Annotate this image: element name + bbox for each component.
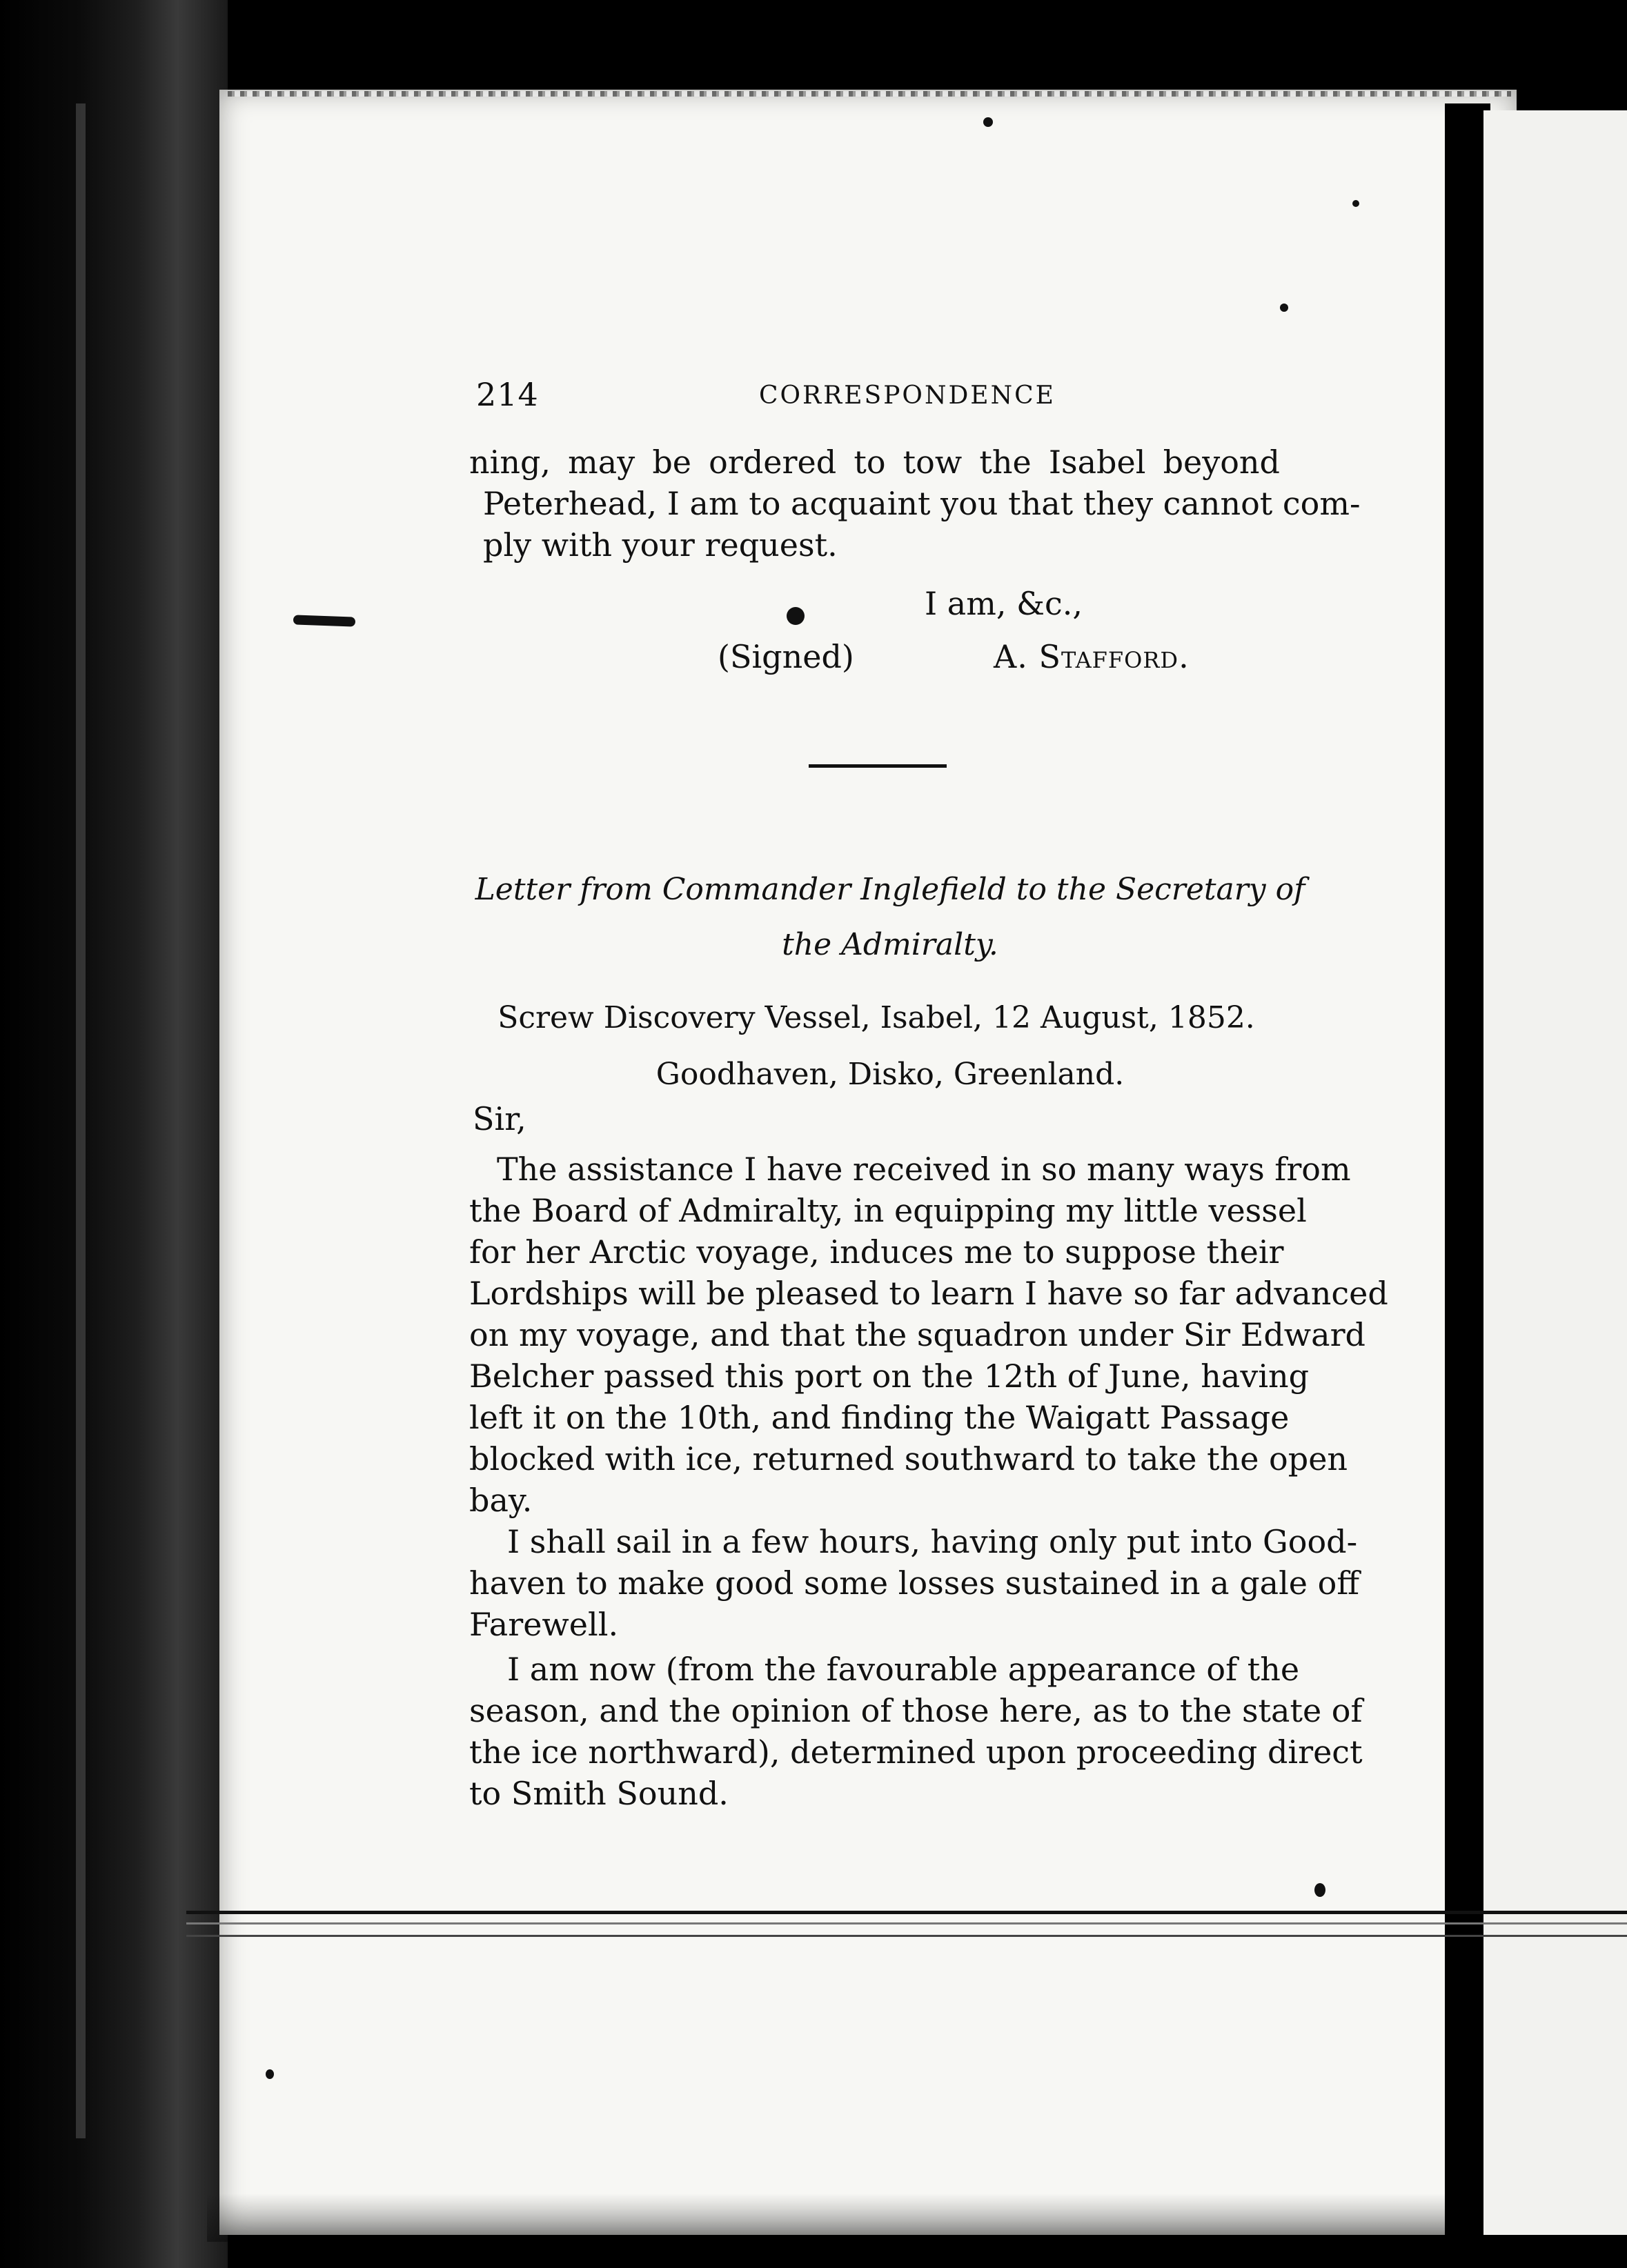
- paragraph-1-line-1: The assistance I have received in so many ways from: [497, 1151, 1351, 1188]
- signed-label: (Signed): [718, 638, 854, 675]
- paragraph-3-line-3: the ice northward), determined upon proceeding direct: [469, 1733, 1363, 1771]
- continued-line-3: ply with your request.: [483, 526, 838, 564]
- page-header: [476, 376, 1235, 417]
- paragraph-1-line-7: left it on the 10th, and finding the Waigatt Passage: [469, 1399, 1290, 1436]
- paragraph-3-line-1: I am now (from the favourable appearance of the: [507, 1651, 1300, 1688]
- closing-phrase: I am, &c.,: [925, 585, 1083, 622]
- page-top-edge: [228, 91, 1511, 97]
- section-divider: [809, 764, 947, 768]
- paragraph-3-line-4: to Smith Sound.: [469, 1775, 729, 1812]
- continued-line-2: Peterhead, I am to acquaint you that they cannot com-: [483, 485, 1361, 522]
- salutation: Sir,: [473, 1100, 526, 1137]
- paragraph-2-line-2: haven to make good some losses sustained in a gale off: [469, 1564, 1359, 1602]
- paragraph-1-line-9: bay.: [469, 1482, 533, 1519]
- scan-speck: [787, 607, 805, 625]
- scan-speck: [1352, 200, 1359, 207]
- signature: A. Stafford.: [994, 638, 1190, 675]
- paragraph-1-line-5: on my voyage, and that the squadron under Sir Edward: [469, 1316, 1366, 1353]
- paragraph-1-line-2: the Board of Admiralty, in equipping my little vessel: [469, 1192, 1307, 1229]
- paragraph-1-line-4: Lordships will be pleased to learn I have so far advanced: [469, 1275, 1388, 1312]
- letter-title-line-1: Letter from Commander Inglefield to the Secretary of: [475, 872, 1305, 907]
- scan-speck: [1280, 304, 1288, 312]
- page-number: 214: [476, 376, 539, 413]
- paragraph-1-line-8: blocked with ice, returned southward to take the open: [469, 1440, 1348, 1478]
- continued-line-1: ning, may be ordered to tow the Isabel beyond: [469, 444, 1280, 481]
- paragraph-1-line-6: Belcher passed this port on the 12th of June, having: [469, 1357, 1310, 1395]
- paragraph-3-line-2: season, and the opinion of those here, as to the state of: [469, 1692, 1363, 1729]
- page-bottom-shadow: [207, 2194, 1483, 2242]
- scan-speck: [983, 117, 993, 127]
- letter-title-line-2: the Admiralty.: [782, 927, 998, 962]
- scan-speck: [1314, 1883, 1325, 1897]
- scan-speck: [266, 2069, 274, 2079]
- scan-rule-lines: [186, 1911, 1627, 1937]
- place-date: Screw Discovery Vessel, Isabel, 12 August, 1852.: [497, 1000, 1255, 1035]
- location: Goodhaven, Disko, Greenland.: [655, 1057, 1125, 1092]
- running-head: CORRESPONDENCE: [759, 381, 1056, 410]
- paragraph-1-line-3: for her Arctic voyage, induces me to suppose their: [469, 1233, 1284, 1271]
- paragraph-2-line-3: Farewell.: [469, 1606, 619, 1643]
- paragraph-2-line-1: I shall sail in a few hours, having only put into Good-: [507, 1523, 1358, 1560]
